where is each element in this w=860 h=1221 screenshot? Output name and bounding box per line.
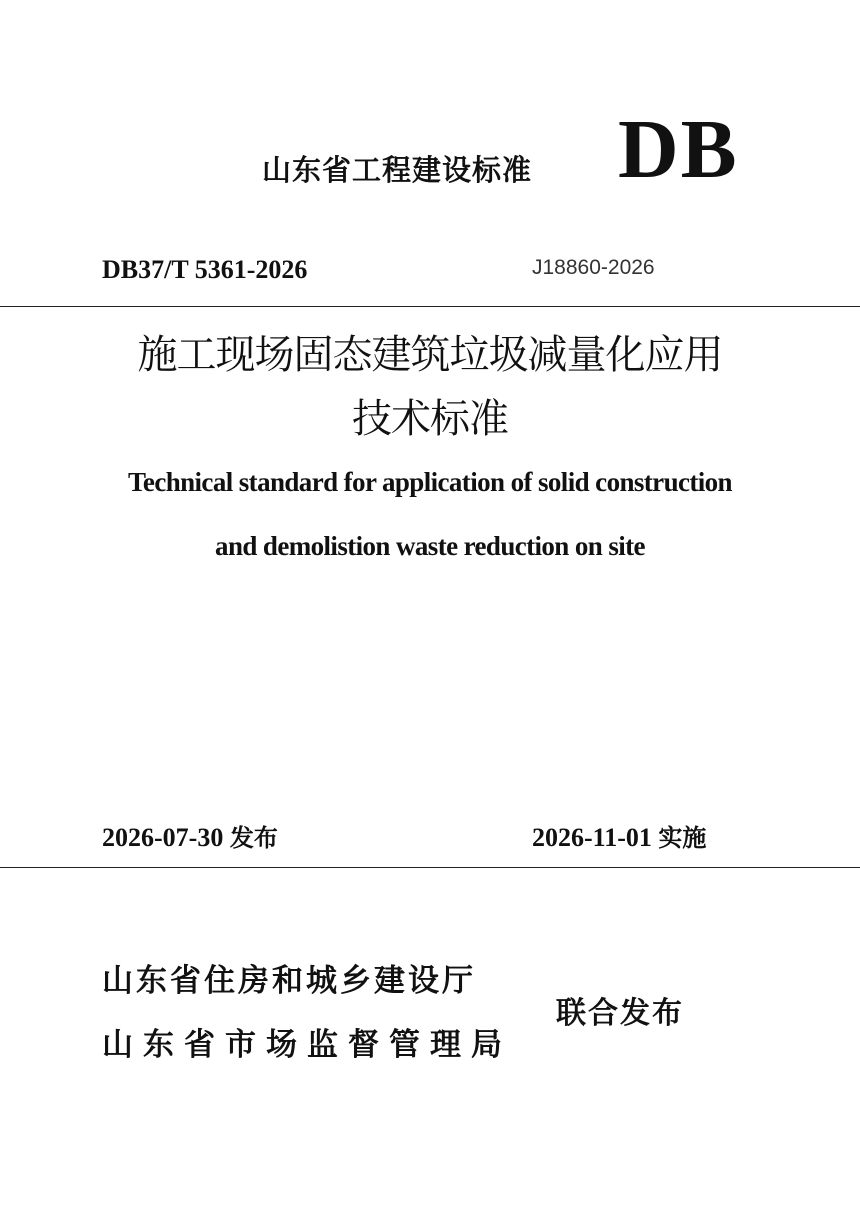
top-divider (0, 306, 860, 307)
record-number: J18860-2026 (532, 256, 655, 279)
issuer-market-bureau: 山东省市场监督管理局 (102, 1027, 512, 1063)
joint-release-label: 联合发布 (556, 996, 684, 1031)
title-en-line2: and demolistion waste reduction on site (215, 531, 645, 561)
effective-date-block (532, 818, 706, 853)
effective-date: 2026-11-01 (532, 823, 652, 852)
title-cn-line2: 技术标准 (352, 396, 508, 442)
standard-number: DB37/T 5361-2026 (102, 255, 308, 284)
standard-category: 山东省工程建设标准 (262, 153, 533, 187)
publish-label: 发布 (229, 824, 278, 852)
publish-date-block (102, 818, 278, 853)
publish-date: 2026-07-30 (102, 823, 224, 852)
effective-label: 实施 (658, 824, 707, 852)
issuer-housing-department: 山东省住房和城乡建设厅 (102, 963, 476, 999)
title-en-line1: Technical standard for application of solid construction (128, 467, 732, 497)
bottom-divider (0, 867, 860, 868)
title-cn-line1: 施工现场固态建筑垃圾减量化应用 (137, 332, 723, 378)
db-mark: DB (618, 103, 739, 196)
